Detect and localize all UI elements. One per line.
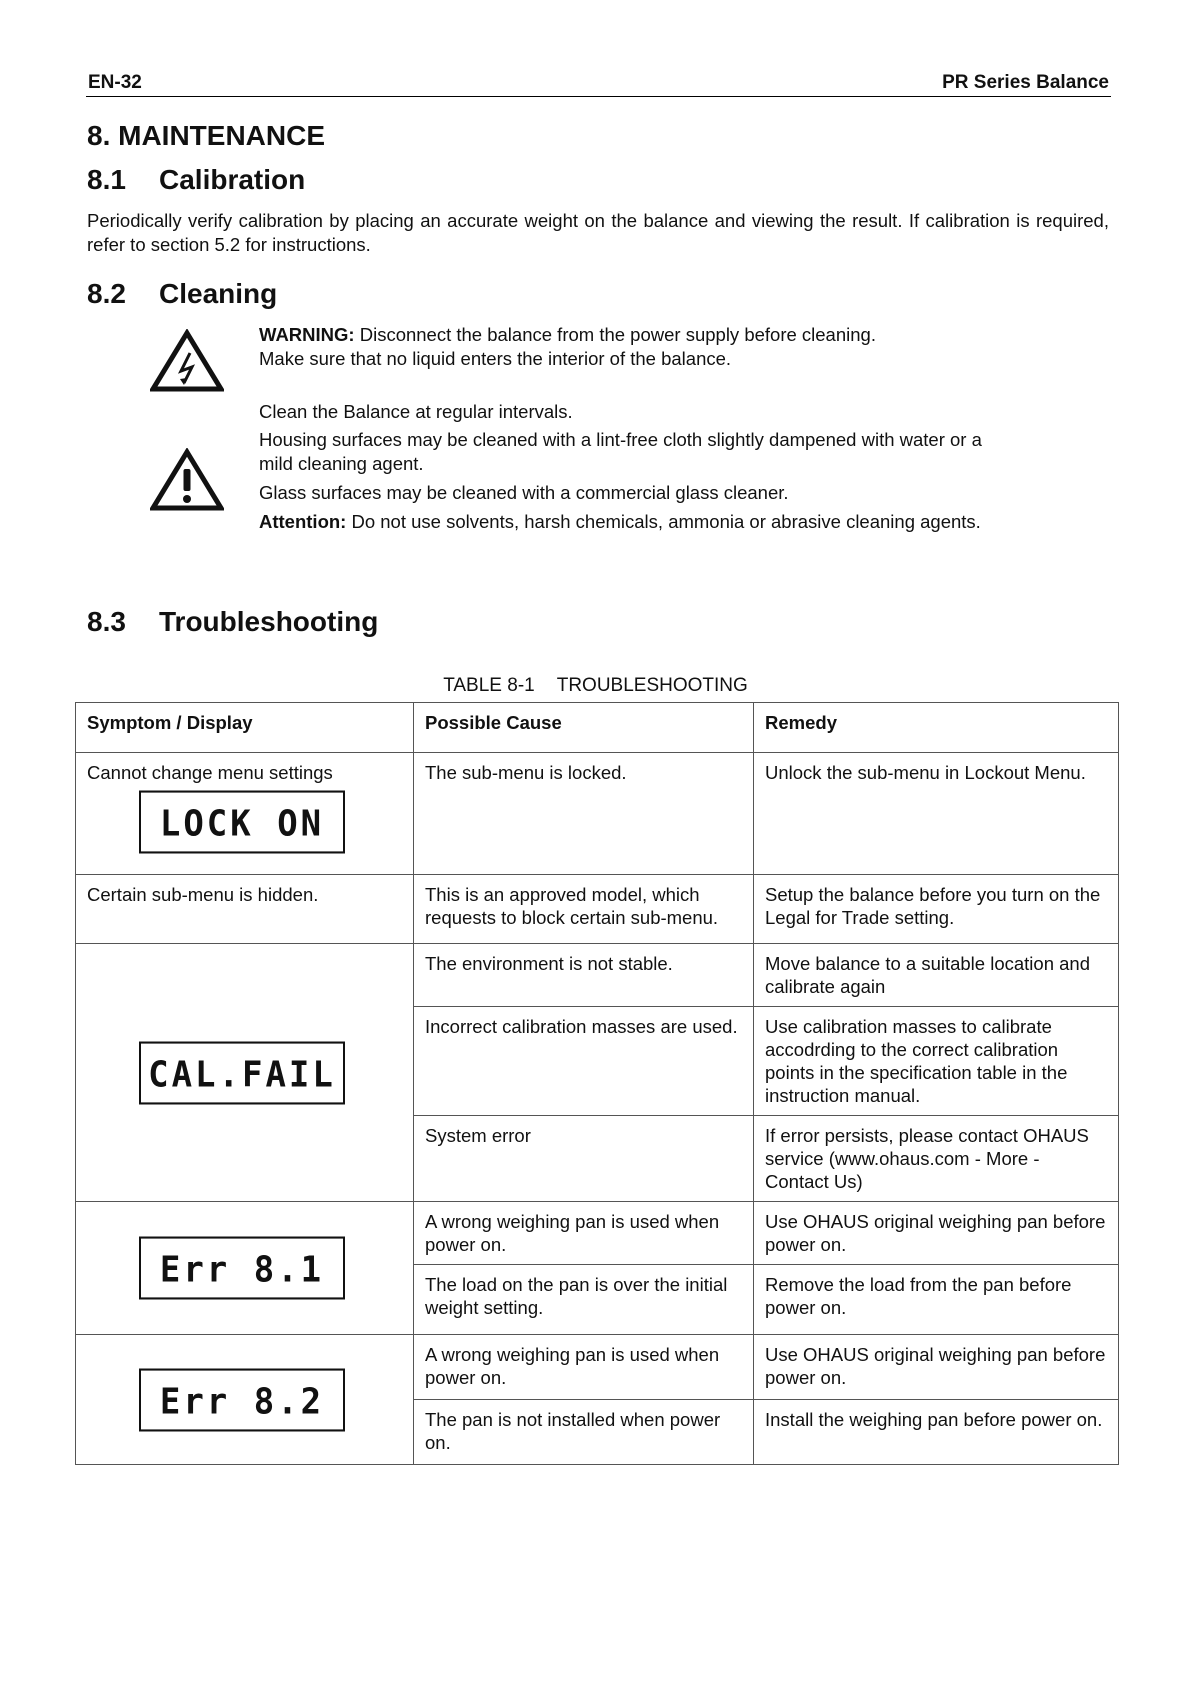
section-8-2-heading: 8.2 Cleaning bbox=[87, 278, 278, 309]
table-row bbox=[76, 1202, 1119, 1265]
cause-text: The load on the pan is over the initial weight setting. bbox=[414, 1265, 754, 1335]
remedy-text: Remove the load from the pan before power on. bbox=[754, 1265, 1119, 1335]
table-row bbox=[76, 944, 1119, 1007]
header-symptom: Symptom / Display bbox=[76, 703, 414, 753]
table-row bbox=[76, 753, 1119, 875]
caution-warning-icon bbox=[150, 448, 224, 512]
remedy-text: Install the weighing pan before power on. bbox=[754, 1400, 1119, 1465]
table-row bbox=[76, 1335, 1119, 1400]
remedy-text: Move balance to a suitable location and calibrate again bbox=[754, 944, 1119, 1007]
table-caption: TABLE 8-1 TROUBLESHOOTING bbox=[443, 675, 748, 696]
symptom-text: Certain sub-menu is hidden. bbox=[76, 875, 414, 944]
header-remedy: Remedy bbox=[754, 703, 1119, 753]
cause-text: Incorrect calibration masses are used. bbox=[414, 1007, 754, 1116]
warning-line: WARNING: Disconnect the balance from the power supply before cleaning. bbox=[259, 324, 876, 345]
section-8-1-heading: 8.1 Calibration bbox=[87, 164, 306, 195]
header-cause: Possible Cause bbox=[414, 703, 754, 753]
remedy-text: Use OHAUS original weighing pan before power on. bbox=[754, 1202, 1119, 1265]
table-header-row bbox=[76, 703, 1119, 753]
lcd-display-err-8-1: Err 8.1 bbox=[139, 1237, 345, 1300]
cause-text: The pan is not installed when power on. bbox=[414, 1400, 754, 1465]
lcd-display-err-8-2: Err 8.2 bbox=[139, 1368, 345, 1431]
troubleshooting-table bbox=[75, 702, 1119, 1465]
electric-shock-warning-icon bbox=[150, 329, 224, 393]
cause-text: A wrong weighing pan is used when power on. bbox=[414, 1202, 754, 1265]
remedy-text: Use calibration masses to calibrate accodrding to the correct calibration points in the specification table in the instruction manual. bbox=[754, 1007, 1119, 1116]
section-8-3-heading: 8.3 Troubleshooting bbox=[87, 606, 379, 637]
housing-line-2: mild cleaning agent. bbox=[259, 453, 424, 474]
remedy-text: If error persists, please contact OHAUS service (www.ohaus.com - More - Contact Us) bbox=[754, 1116, 1119, 1202]
cause-text: The sub-menu is locked. bbox=[414, 753, 754, 875]
remedy-text: Use OHAUS original weighing pan before power on. bbox=[754, 1335, 1119, 1400]
cause-text: A wrong weighing pan is used when power on. bbox=[414, 1335, 754, 1400]
cause-text: System error bbox=[414, 1116, 754, 1202]
calibration-paragraph: Periodically verify calibration by placing an accurate weight on the balance and viewing the result. If calibration is required, refer to section 5.2 for instructions. bbox=[87, 210, 1109, 255]
lcd-display-cal-fail: CAL.FAIL bbox=[139, 1041, 345, 1104]
attention-line: Attention: Do not use solvents, harsh chemicals, ammonia or abrasive cleaning agents. bbox=[259, 511, 981, 532]
liquid-line: Make sure that no liquid enters the interior of the balance. bbox=[259, 348, 732, 369]
glass-line: Glass surfaces may be cleaned with a commercial glass cleaner. bbox=[259, 482, 789, 503]
cause-text: This is an approved model, which requests to block certain sub-menu. bbox=[414, 875, 754, 944]
section-8-heading: 8. MAINTENANCE bbox=[87, 120, 326, 151]
page-header bbox=[86, 70, 1111, 97]
regular-cleaning-line: Clean the Balance at regular intervals. bbox=[259, 401, 573, 422]
cause-text: The environment is not stable. bbox=[414, 944, 754, 1007]
lcd-display-lock-on: LOCK ON bbox=[139, 791, 345, 854]
table-row bbox=[76, 875, 1119, 944]
remedy-text: Setup the balance before you turn on the Legal for Trade setting. bbox=[754, 875, 1119, 944]
page-number: EN-32 bbox=[88, 72, 142, 93]
manual-title: PR Series Balance bbox=[942, 72, 1109, 93]
remedy-text: Unlock the sub-menu in Lockout Menu. bbox=[754, 753, 1119, 875]
symptom-text: Cannot change menu settings bbox=[87, 762, 333, 783]
housing-line-1: Housing surfaces may be cleaned with a lint-free cloth slightly dampened with water or a bbox=[259, 429, 982, 450]
